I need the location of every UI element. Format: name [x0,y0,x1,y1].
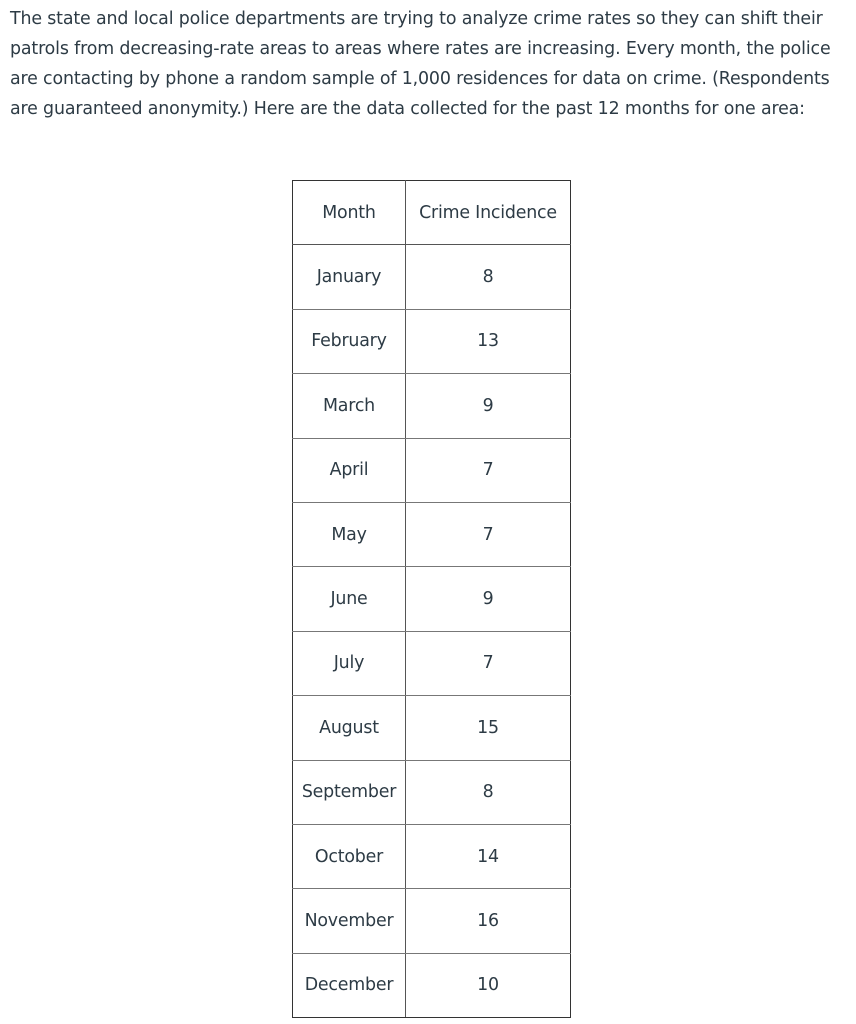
crime-incidence-cell: 15 [406,696,571,760]
crime-incidence-cell: 7 [406,438,571,502]
month-cell: March [293,374,406,438]
column-header-month: Month [293,181,406,245]
table-row [293,309,571,373]
table-row [293,760,571,824]
month-cell: June [293,567,406,631]
crime-incidence-cell: 7 [406,502,571,566]
table-row [293,374,571,438]
crime-incidence-cell: 10 [406,953,571,1017]
crime-incidence-cell: 13 [406,309,571,373]
table-row [293,631,571,695]
table-row [293,953,571,1017]
month-cell: February [293,309,406,373]
month-cell: November [293,889,406,953]
crime-incidence-cell: 9 [406,567,571,631]
table-row [293,696,571,760]
table-row [293,438,571,502]
crime-incidence-cell: 8 [406,760,571,824]
crime-incidence-cell: 9 [406,374,571,438]
crime-incidence-cell: 14 [406,824,571,888]
table-row [293,502,571,566]
month-cell: May [293,502,406,566]
crime-data-table [292,180,571,1018]
month-cell: August [293,696,406,760]
table-row [293,567,571,631]
month-cell: December [293,953,406,1017]
month-cell: September [293,760,406,824]
month-cell: July [293,631,406,695]
table-row [293,824,571,888]
month-cell: January [293,245,406,309]
table-header-row [293,181,571,245]
crime-incidence-cell: 8 [406,245,571,309]
month-cell: April [293,438,406,502]
crime-incidence-cell: 7 [406,631,571,695]
table-row [293,245,571,309]
table-row [293,889,571,953]
column-header-crime-incidence: Crime Incidence [406,181,571,245]
month-cell: October [293,824,406,888]
problem-statement: The state and local police departments are trying to analyze crime rates so they can shift their patrols from decreasing-rate areas to areas where rates are increasing. Every month, the police are contacting by phone a random sample of 1,000 residences for data on crime. (Respondents are guaranteed anonymity.) Here are the data collected for the past 12 months for one area: [10,9,831,119]
crime-incidence-cell: 16 [406,889,571,953]
